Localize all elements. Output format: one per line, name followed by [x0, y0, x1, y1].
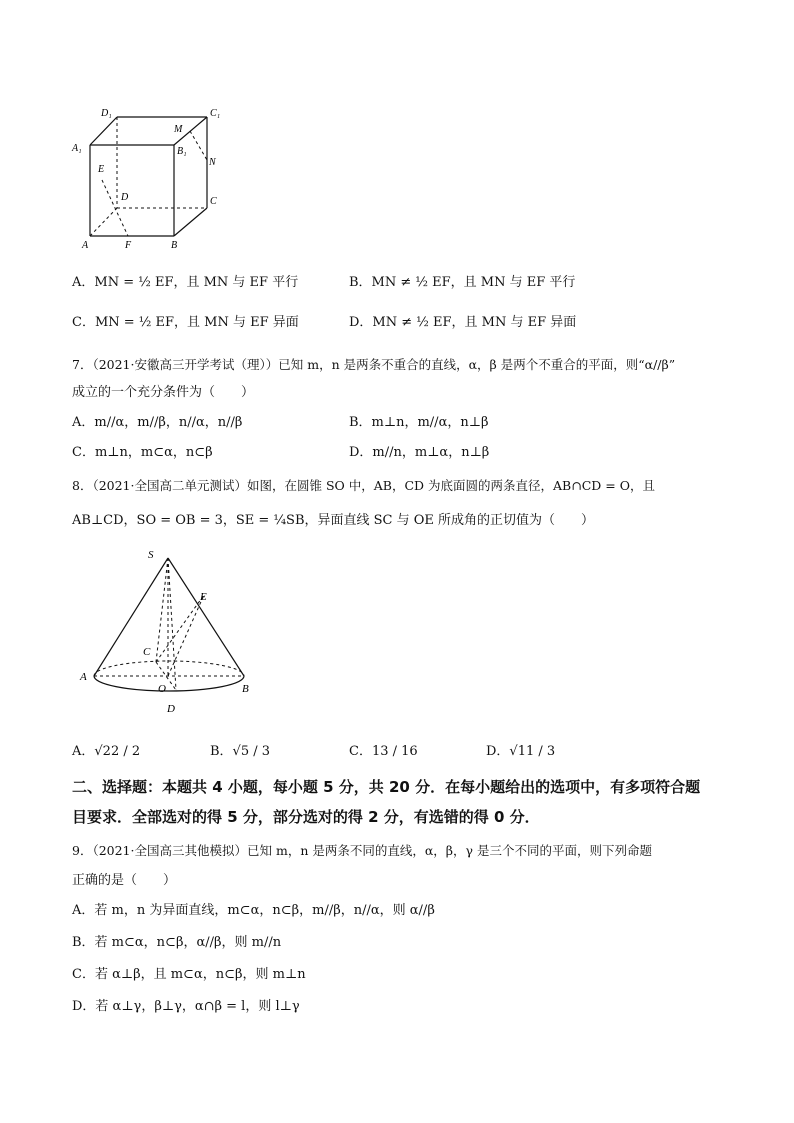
q9-option-a: A．若 m，n 为异面直线，m⊂α，n⊂β，m//β，n//α，则 α//β	[72, 903, 435, 918]
cube-label-f: F	[125, 240, 132, 251]
cube-label-d: D	[121, 192, 129, 203]
cube-figure	[68, 100, 238, 260]
q8-option-a: A．√22 / 2	[72, 744, 141, 759]
cone-label-o: O	[158, 683, 166, 695]
cone-label-e: E	[200, 591, 207, 603]
q6-option-c: C．MN = ½ EF，且 MN 与 EF 异面	[72, 315, 299, 330]
cube-label-a1: A₁	[72, 143, 82, 154]
q9-option-c: C．若 α⊥β，且 m⊂α，n⊂β，则 m⊥n	[72, 967, 306, 982]
cone-figure	[72, 540, 272, 720]
cube-label-b1: B₁	[177, 146, 187, 157]
q8-option-d: D．√11 / 3	[486, 744, 556, 759]
q8-stem-line2: AB⊥CD，SO = OB = 3，SE = ¼SB，异面直线 SC 与 OE 所成角的正切值为（ ）	[72, 513, 595, 528]
q9-option-b: B．若 m⊂α，n⊂β，α//β，则 m//n	[72, 935, 282, 950]
cube-label-m: M	[174, 124, 183, 135]
cube-label-d1: D₁	[101, 108, 112, 119]
cone-label-s: S	[148, 549, 154, 561]
q9-stem-line2: 正确的是（ ）	[72, 873, 177, 888]
section2-heading-line2: 目要求．全部选对的得 5 分，部分选对的得 2 分，有选错的得 0 分．	[72, 808, 540, 826]
q7-stem-line1: 7．（2021·安徽高三开学考试（理））已知 m，n 是两条不重合的直线，α，β 是两个不重合的平面，则“α//β”	[72, 357, 676, 372]
cube-label-c: C	[210, 196, 217, 207]
cone-label-c: C	[143, 646, 151, 658]
cube-label-e: E	[98, 164, 105, 175]
q9-option-d: D．若 α⊥γ，β⊥γ，α∩β = l，则 l⊥γ	[72, 999, 300, 1014]
section2-heading-line1: 二、选择题：本题共 4 小题，每小题 5 分，共 20 分．在每小题给出的选项中，有多项符合题	[72, 778, 701, 796]
q6-option-d: D．MN ≠ ½ EF，且 MN 与 EF 异面	[349, 315, 577, 330]
q9-stem-line1: 9．（2021·全国高三其他模拟）已知 m，n 是两条不同的直线，α，β，γ 是三个不同的平面，则下列命题	[72, 843, 652, 858]
cone-label-b: B	[242, 683, 249, 695]
q7-stem-line2: 成立的一个充分条件为（ ）	[72, 385, 255, 400]
q8-stem-line1: 8．（2021·全国高二单元测试）如图，在圆锥 SO 中，AB，CD 为底面圆的两条直径，AB∩CD = O，且	[72, 478, 655, 493]
q7-option-b: B．m⊥n，m//α，n⊥β	[349, 415, 489, 430]
cube-label-c1: C₁	[210, 108, 221, 119]
cone-label-d: D	[167, 703, 175, 715]
q7-option-d: D．m//n，m⊥α，n⊥β	[349, 445, 490, 460]
cube-label-n: N	[209, 157, 216, 168]
q6-option-b: B．MN ≠ ½ EF，且 MN 与 EF 平行	[349, 275, 576, 290]
cube-label-b: B	[171, 240, 178, 251]
q7-option-c: C．m⊥n，m⊂α，n⊂β	[72, 445, 213, 460]
q8-option-b: B．√5 / 3	[210, 744, 271, 759]
q6-option-a: A．MN = ½ EF，且 MN 与 EF 平行	[72, 275, 299, 290]
cube-label-a: A	[82, 240, 89, 251]
cone-label-a: A	[80, 671, 87, 683]
q8-option-c: C．13 / 16	[349, 744, 418, 759]
q7-option-a: A．m//α，m//β，n//α，n//β	[72, 415, 243, 430]
